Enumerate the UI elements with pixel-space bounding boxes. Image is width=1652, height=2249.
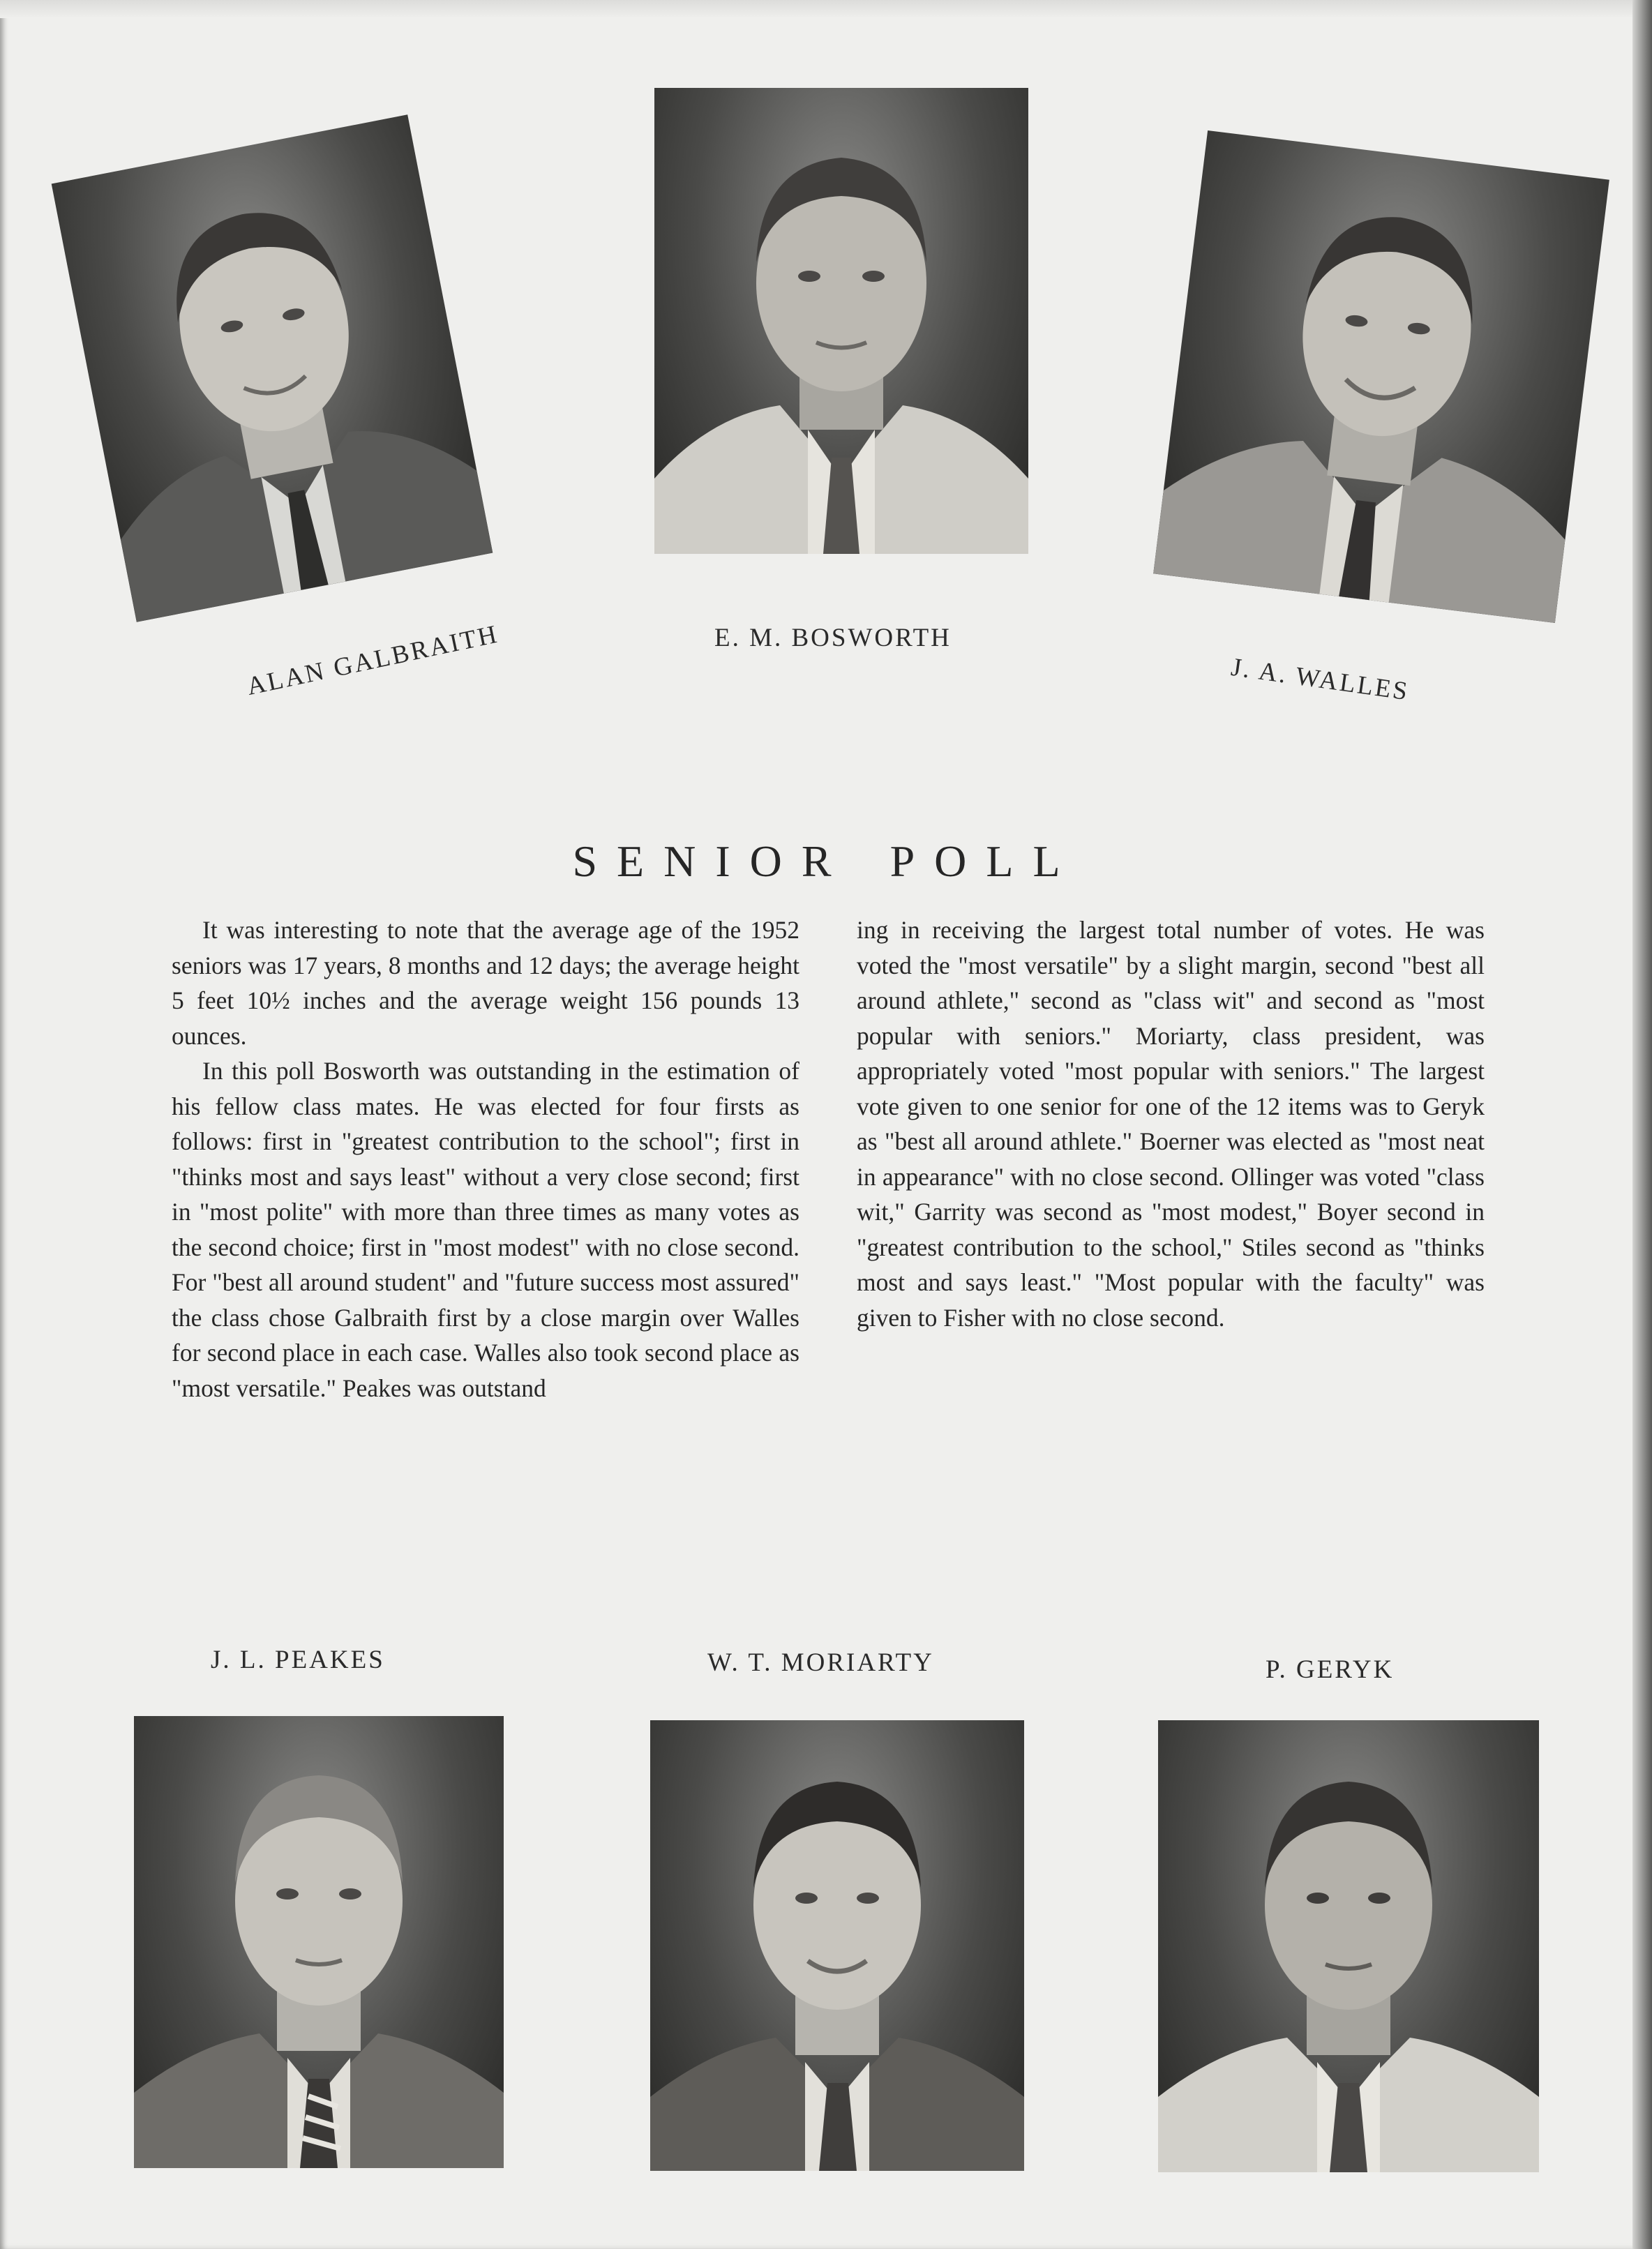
caption-peakes: J. L. PEAKES — [211, 1646, 385, 1674]
caption-geryk: P. GERYK — [1266, 1655, 1395, 1684]
portrait-photo-moriarty — [650, 1720, 1024, 2171]
caption-moriarty: W. T. MORIARTY — [707, 1648, 934, 1677]
article-paragraph-2: In this poll Bosworth was outstanding in the estimation of his fellow class mates. He was elected for four firsts as follows: first in "greatest contribution to the school"; first in "thinks most and says least" without a very close second; first in "most polite" with more than three times as many votes as the second choice; first in "most modest" with no close second. For "best all around student" and "future success most assured" the class chose Galbraith first by a close margin over Walles for second place in each case. Walles also took second place as "most versatile." Peakes was outstand — [172, 1057, 799, 1402]
portrait-photo-peakes — [134, 1716, 504, 2168]
article-paragraph-3: ing in receiving the largest total number of votes. He was voted the "most versatile" by a slight margin, second "best all around athlete," second as "class wit" and second as "most popular with seniors." Moriarty, class president, was appropriately voted "most popular with seniors." The largest vote given to one senior for one of the 12 items was to Geryk as "best all around athlete." Boerner was elected as "most neat in appearance" with no close second. Ollinger was voted "class wit," Garrity was second as "most modest," Boyer second in "greatest contribution to the school," Stiles second as "thinks most and says least." "Most popular with the faculty" was given to Fisher with no close second. — [857, 916, 1485, 1332]
article-right-column — [857, 912, 1485, 1335]
page-title — [0, 836, 1652, 887]
caption-bosworth: E. M. BOSWORTH — [714, 624, 952, 652]
caption-walles: J. A. WALLES — [1229, 652, 1411, 707]
portrait-photo-galbraith — [52, 114, 493, 622]
portrait-photo-geryk — [1158, 1720, 1539, 2172]
caption-galbraith: ALAN GALBRAITH — [244, 619, 502, 702]
title-word-senior: SENIOR — [572, 836, 851, 886]
article-paragraph-1: It was interesting to note that the average age of the 1952 seniors was 17 years, 8 months and 12 days; the average height 5 feet 10½ inches and the average weight 156 pounds 13 ounces. — [172, 916, 799, 1050]
title-word-poll: POLL — [889, 836, 1080, 886]
article-left-column — [172, 912, 799, 1406]
portrait-photo-bosworth — [654, 88, 1028, 554]
portrait-photo-walles — [1153, 130, 1609, 623]
